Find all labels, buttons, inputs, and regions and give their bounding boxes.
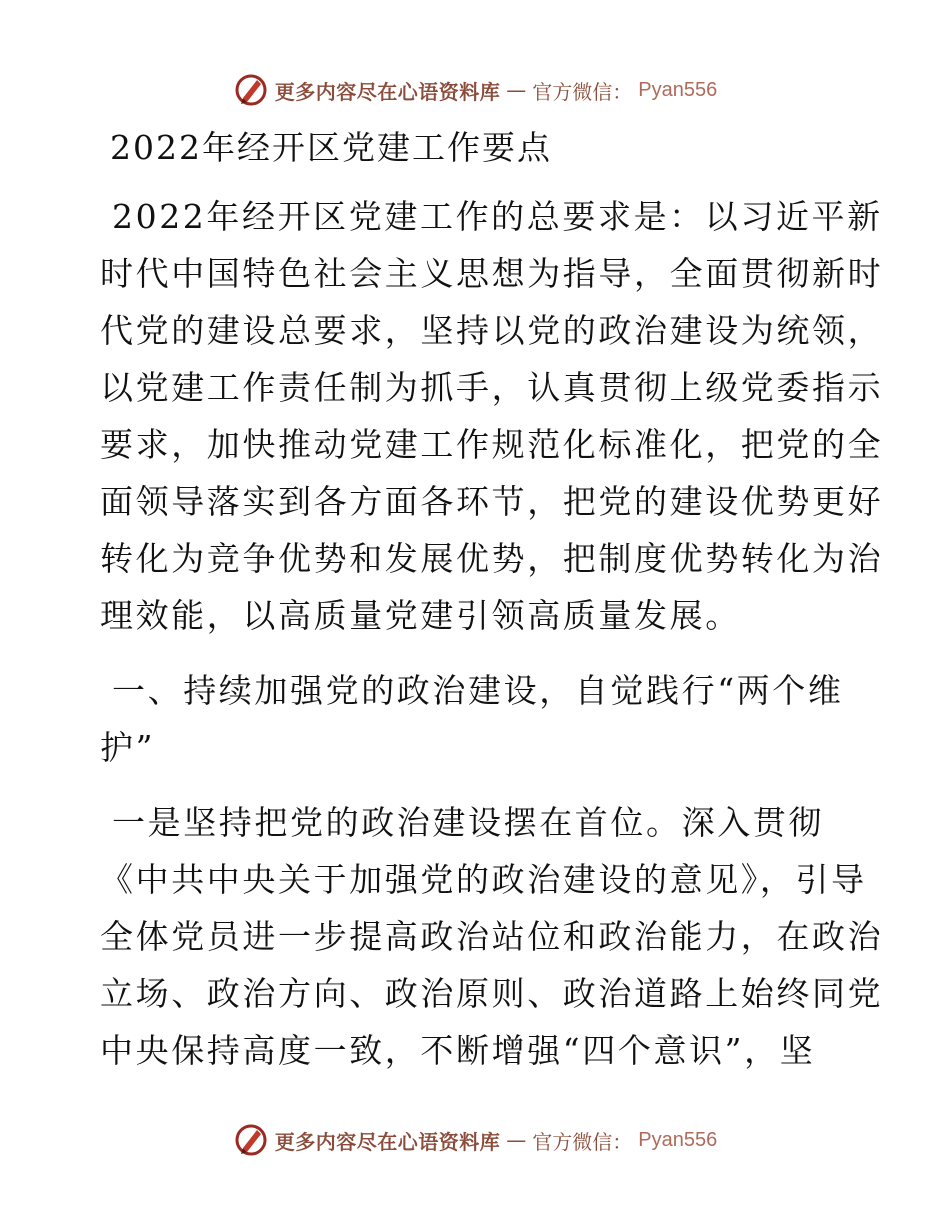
paragraph-intro [100, 188, 884, 644]
paragraph-line: 立场、政治方向、政治原则、政治道路上始终同党 [100, 974, 884, 1013]
heading-line: 护” [100, 728, 156, 767]
paragraph-line: 时代中国特色社会主义思想为指导，全面贯彻新时 [100, 254, 884, 293]
paragraph-line: 2022年经开区党建工作的总要求是：以习近平新 [112, 197, 883, 236]
watermark-id: Pyan556 [638, 78, 718, 101]
paragraph-line: 全体党员进一步提高政治站位和政治能力，在政治 [100, 917, 884, 956]
watermark-footer [0, 1118, 950, 1162]
document-title: 2022年经开区党建工作要点 [110, 128, 552, 167]
paragraph-line: 面领导落实到各方面各环节，把党的建设优势更好 [100, 482, 884, 521]
watermark-id: Pyan556 [638, 1128, 718, 1151]
paragraph-line: 代党的建设总要求，坚持以党的政治建设为统领， [100, 311, 884, 350]
watermark-text: 更多内容尽在心语资料库 [274, 79, 501, 104]
heading-line: 一、持续加强党的政治建设，自觉践行“两个维 [112, 671, 844, 710]
watermark-text: 更多内容尽在心语资料库 [274, 1129, 501, 1154]
paragraph-line: 要求，加快推动党建工作规范化标准化，把党的全 [100, 425, 884, 464]
watermark-separator: — [506, 78, 527, 102]
paragraph-line: 《中共中央关于加强党的政治建设的意见》，引导 [100, 860, 867, 899]
pen-logo-icon [233, 1122, 269, 1158]
paragraph-line: 转化为竞争优势和发展优势，把制度优势转化为治 [100, 539, 884, 578]
pen-logo-icon [233, 72, 269, 108]
watermark-label: 官方微信： [532, 79, 633, 104]
paragraph-point-one [100, 794, 884, 1079]
document-body [100, 120, 884, 1097]
watermark-label: 官方微信： [532, 1129, 633, 1154]
paragraph-line: 理效能，以高质量党建引领高质量发展。 [100, 596, 741, 635]
paragraph-line: 以党建工作责任制为抓手，认真贯彻上级党委指示 [100, 368, 884, 407]
paragraph-line: 一是坚持把党的政治建设摆在首位。深入贯彻 [112, 803, 824, 842]
watermark-separator: — [506, 1128, 527, 1152]
watermark-header [0, 68, 950, 112]
section-heading-one [100, 662, 860, 776]
paragraph-line: 中央保持高度一致，不断增强“四个意识”，坚 [100, 1031, 816, 1070]
